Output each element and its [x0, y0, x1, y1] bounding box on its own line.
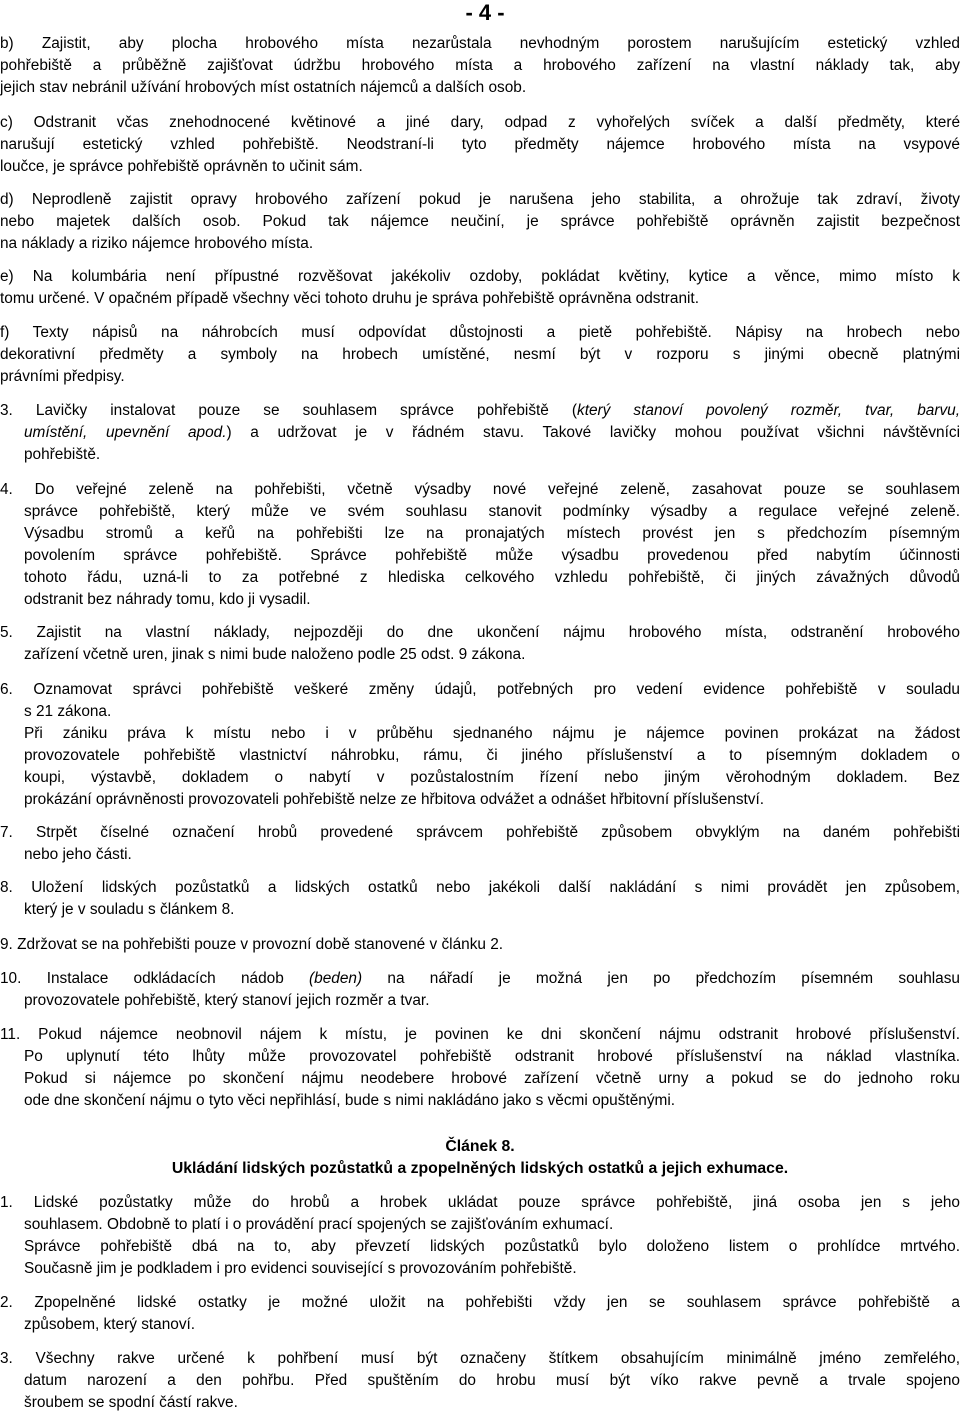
article-number: Článek 8.: [445, 1138, 515, 1155]
text-line: povolením správce pohřebiště. Správce pohřebiště může výsadbu provedenou před nabytím účinnosti: [24, 547, 960, 564]
article-paragraph-3: [0, 1348, 960, 1414]
text-line: 8. Uložení lidských pozůstatků a lidských ostatků nebo jakékoli další nakládání s nimi provádět jen způsobem,: [0, 879, 960, 896]
paragraph-d: [0, 189, 960, 255]
paragraph-f: [0, 322, 960, 388]
text-run: na nářadí je možná jen po předchozím písemném souhlasu: [362, 970, 960, 987]
text-line: f) Texty nápisů na náhrobcích musí odpovídat důstojnosti a pietě pohřebiště. Nápisy na hrobech nebo: [0, 324, 960, 341]
text-line: 5. Zajistit na vlastní náklady, nejpozději do dne ukončení nájmu hrobového místa, odstranění hrobového: [0, 624, 960, 641]
text-line: provozovatele pohřebiště, který stanoví jejich rozměr a tvar.: [24, 992, 430, 1009]
text-line: koupi, výstavbě, dokladem o nabytí v pozůstalostním řízení nebo jiným věrohodným dokladem. Bez: [24, 769, 960, 786]
text-line: b) Zajistit, aby plocha hrobového místa nezarůstala nevhodným porostem narušujícím estetický vzhled: [0, 35, 960, 52]
text-line: provozovatele pohřebiště vlastnictví náhrobku, rámu, či jiného příslušenství a to písemným dokladem o: [24, 747, 960, 764]
text-line: jejich stav nebránil užívání hrobových míst ostatních nájemců a dalších osob.: [0, 79, 527, 96]
italic-run: (beden): [309, 970, 363, 987]
text-line: 7. Strpět číselné označení hrobů provedené správcem pohřebiště způsobem obvyklým na daném pohřebišti: [0, 824, 960, 841]
text-line: 4. Do veřejné zeleně na pohřebišti, včetně výsadby nové veřejné zeleně, zasahovat pouze se souhlasem: [0, 481, 960, 498]
paragraph-5: [0, 622, 960, 666]
article-title: Ukládání lidských pozůstatků a zpopelněných lidských ostatků a jejich exhumace.: [171, 1160, 789, 1177]
text-line: prokázání oprávněnosti provozovateli pohřebiště nelze ze hřbitova odvážet a odnášet hřbitovní příslušenství.: [24, 791, 765, 808]
italic-run: umístění, upevnění apod.: [24, 424, 227, 441]
text-line: Po uplynutí této lhůty může provozovatel pohřebiště odstranit hrobové příslušenství na náklad vlastníka.: [24, 1048, 960, 1065]
text-line: 11. Pokud nájemce neobnovil nájem k místu, je povinen ke dni skončení nájmu odstranit hrobové příslušenství.: [0, 1026, 960, 1043]
article-paragraph-1: [0, 1192, 960, 1280]
text-line: [0, 400, 960, 422]
text-line: Při zániku práva k místu nebo i v průběhu sjednaného nájmu je nájemce povinen prokázat na žádost: [24, 725, 960, 742]
text-line: nebo jeho části.: [24, 846, 132, 863]
paragraph-3: [0, 400, 960, 466]
text-line: pohřebiště.: [24, 446, 101, 463]
text-line: 6. Oznamovat správci pohřebiště veškeré změny údajů, potřebných pro vedení evidence pohřebiště v souladu: [0, 681, 960, 698]
text-line: který je v souladu s článkem 8.: [24, 901, 235, 918]
text-line: zařízení včetně uren, jinak s nimi bude naloženo podle 25 odst. 9 zákona.: [24, 646, 526, 663]
text-line: narušují estetický vzhled pohřebiště. Neodstraní-li tyto předměty nájemce hrobového místa na vsypové: [0, 136, 960, 153]
text-line: právními předpisy.: [0, 368, 125, 385]
paragraph-4: [0, 479, 960, 611]
text-run: ) a udržovat je v řádném stavu. Takové lavičky mohou používat všichni návštěvníci: [226, 424, 960, 441]
paragraph-6: [0, 679, 960, 811]
text-line: tomu určené. V opačném případě všechny věci tohoto druhu je správa pohřebiště oprávněna odstranit.: [0, 290, 699, 307]
paragraph-9: [0, 934, 960, 956]
text-line: 3. Všechny rakve určené k pohřbení musí být označeny štítkem obsahujícím minimálně jméno zemřelého,: [0, 1350, 960, 1367]
text-line: Současně jim je podkladem i pro evidenci související s provozováním pohřebiště.: [24, 1260, 577, 1277]
paragraph-b: [0, 33, 960, 99]
text-line: Výsadbu stromů a keřů na pohřebišti lze na pronajatých místech provést jen s předchozím písemným: [24, 525, 960, 542]
text-line: pohřebiště a průběžně zajišťovat údržbu hrobového místa a hrobového zařízení na vlastní náklady tak, aby: [0, 57, 960, 74]
text-line: 1. Lidské pozůstatky může do hrobů a hrobek ukládat pouze správce pohřebiště, jiná osoba jen s jeho: [0, 1194, 960, 1211]
text-line: Správce pohřebiště dbá na to, aby převzetí lidských pozůstatků bylo doloženo listem o prohlídce mrtvého.: [24, 1238, 960, 1255]
text-line: šroubem se spodní částí rakve.: [24, 1394, 238, 1411]
text-line: souhlasem. Obdobně to platí i o provádění prací spojených se zajišťováním exhumací.: [24, 1216, 614, 1233]
text-line: nebo majetek dalších osob. Pokud tak nájemce neučiní, je správce pohřebiště oprávněn zajistit bezpečnost: [0, 213, 960, 230]
paragraph-10: [0, 968, 960, 1012]
text-line: dekorativní předměty a symboly na hrobech umístěné, nesmí být v rozporu s jinými obecně platnými: [0, 346, 960, 363]
text-line: 2. Zpopelněné lidské ostatky je možné uložit na pohřebišti vždy jen se souhlasem správce pohřebiště a: [0, 1294, 960, 1311]
text-line: datum narození a den pohřbu. Před spuštěním do hrobu musí být víko rakve pevně a trvale spojeno: [24, 1372, 960, 1389]
text-line: c) Odstranit včas znehodnocené květinové a jiné dary, odpad z vyhořelých svíček a další předměty, které: [0, 114, 960, 131]
paragraph-7: [0, 822, 960, 866]
text-line: s 21 zákona.: [24, 703, 112, 720]
text-line: ode dne skončení nájmu o tyto věci nepřihlásí, bude s nimi nakládáno jako s věcmi opuštěnými.: [24, 1092, 676, 1109]
paragraph-e: [0, 266, 960, 310]
text-line: [0, 422, 960, 444]
text-line: Pokud si nájemce po skončení nájmu neodebere hrobové zařízení včetně urny a pokud se do jednoho roku: [24, 1070, 960, 1087]
text-line: d) Neprodleně zajistit opravy hrobového zařízení pokud je narušena jeho stabilita, a ohrožuje tak zdraví, životy: [0, 191, 960, 208]
text-line: [0, 968, 960, 990]
text-line: e) Na kolumbária není přípustné rozvěšovat jakékoliv ozdoby, pokládat květiny, kytice a věnce, mimo místo k: [0, 268, 960, 285]
page-number: - 4 -: [465, 0, 505, 25]
italic-run: který stanoví povolený rozměr, tvar, barvu,: [577, 402, 960, 419]
paragraph-8: [0, 877, 960, 921]
paragraph-c: [0, 112, 960, 178]
text-line: na náklady a riziko nájemce hrobového místa.: [0, 235, 314, 252]
text-run: Instalace odkládacích nádob: [46, 970, 310, 987]
text-line: odstranit bez náhrady tomu, kdo ji vysadil.: [24, 591, 311, 608]
text-line: tohoto řádu, uzná-li to za potřebné z hlediska celkového vzhledu pohřebiště, či jiných závažných důvodů: [24, 569, 960, 586]
item-number: 10.: [0, 970, 22, 987]
item-number: 3.: [0, 402, 13, 419]
article-paragraph-2: [0, 1292, 960, 1336]
text-line: správce pohřebiště, který může ve svém souhlasu stanovit podmínky výsadby a regulace veřejné zeleně.: [24, 503, 960, 520]
text-line: 9. Zdržovat se na pohřebišti pouze v provozní době stanovené v článku 2.: [0, 936, 504, 953]
text-run: Lavičky instalovat pouze se souhlasem správce pohřebiště (: [35, 402, 578, 419]
paragraph-11: [0, 1024, 960, 1112]
text-line: způsobem, který stanoví.: [24, 1316, 196, 1333]
text-line: loučce, je správce pohřebiště oprávněn to učinit sám.: [0, 158, 363, 175]
